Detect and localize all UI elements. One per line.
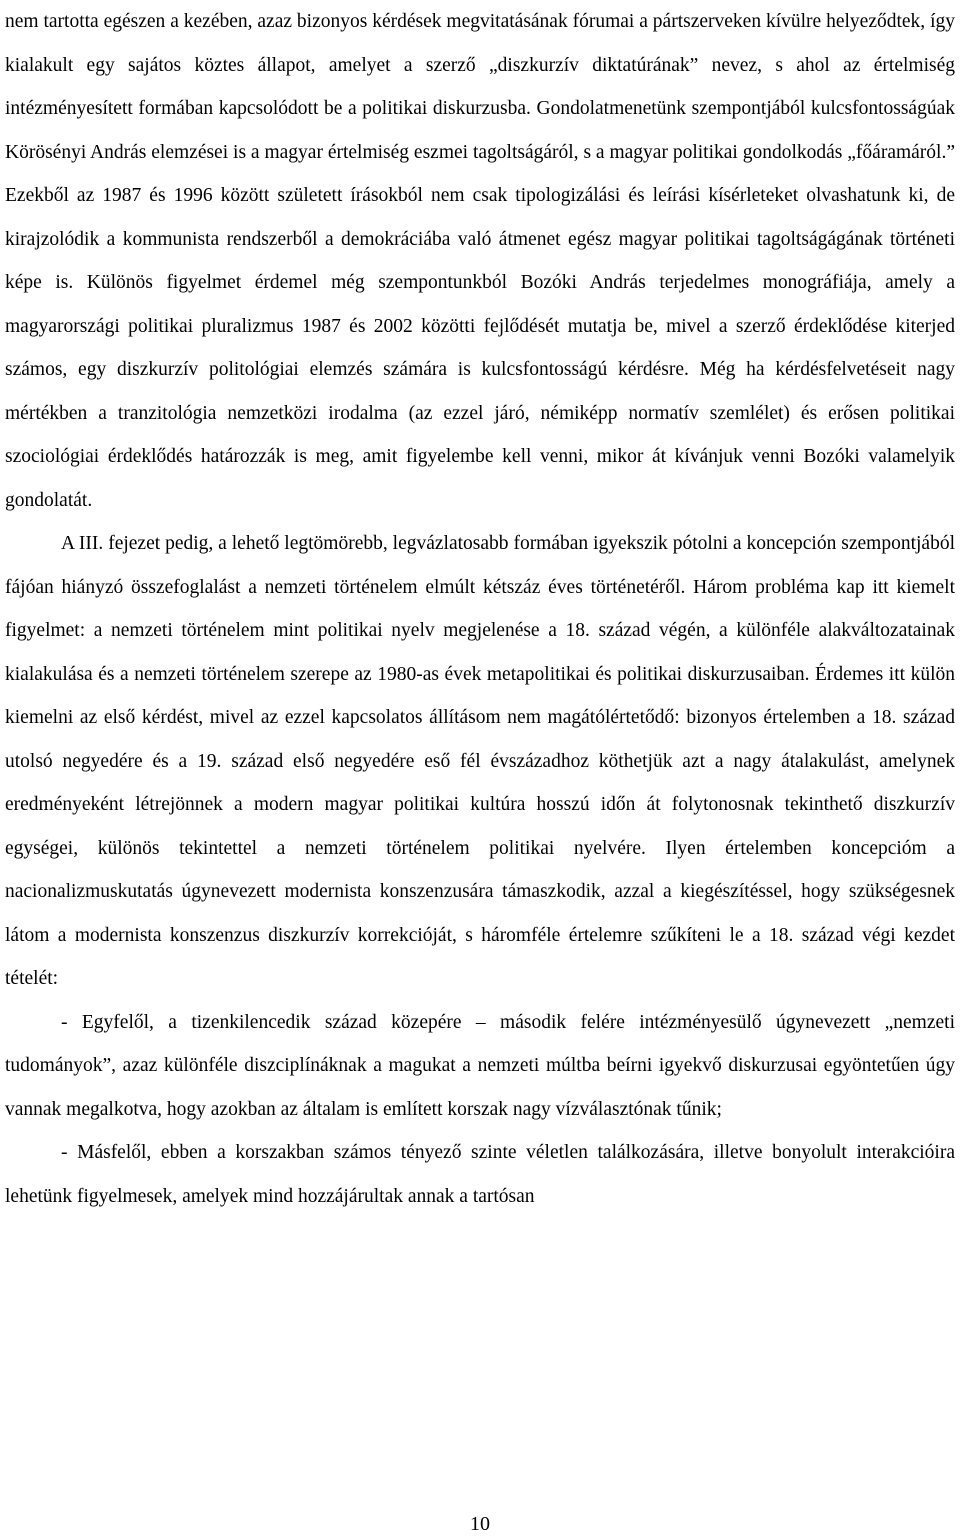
body-text	[5, 0, 955, 1218]
list-item-first: - Egyfelől, a tizenkilencedik század közepére – második felére intézményesülő úgynevezett „nemzeti tudományok”, azaz különféle diszciplínáknak a magukat a nemzeti múltba beírni igyekvő diskurzusai egyöntetűen úgy vannak megalkotva, hogy azokban az általam is említett korszak nagy vízválasztónak tűnik;	[5, 1011, 955, 1120]
list-item-second: - Másfelől, ebben a korszakban számos tényező szinte véletlen találkozására, illetve bonyolult interakcióira lehetünk figyelmesek, amelyek mind hozzájárultak annak a tartósan	[5, 1142, 955, 1207]
paragraph-continuation: nem tartotta egészen a kezében, azaz bizonyos kérdések megvitatásának fórumai a pártszerveken kívülre helyeződtek, így kialakult egy sajátos köztes állapot, amelyet a szerző „diszkurzív diktatúrának” nevez, s ahol az értelmiség intézményesített formában kapcsolódott be a politikai diskurzusba. Gondolatmenetünk szempontjából kulcsfontosságúak Körösényi András elemzései is a magyar értelmiség eszmei tagoltságáról, s a magyar politikai gondolkodás „főáramáról.” Ezekből az 1987 és 1996 között született írásokból nem csak tipologizálási és leírási kísérleteket olvashatunk ki, de kirajzolódik a kommunista rendszerből a demokráciába való átmenet egész magyar politikai tagoltságágának történeti képe is. Különös figyelmet érdemel még szempontunkból Bozóki András terjedelmes monográfiája, amely a magyarországi politikai pluralizmus 1987 és 2002 közötti fejlődését mutatja be, mivel a szerző érdeklődése kiterjed számos, egy diszkurzív politológiai elemzés számára is kulcsfontosságú kérdésre. Még ha kérdésfelvetéseit nagy mértékben a tranzitológia nemzetközi irodalma (az ezzel járó, némiképp normatív szemlélet) és erősen politikai szociológiai érdeklődés határozzák is meg, amit figyelembe kell venni, mikor át kívánjuk venni Bozóki valamelyik gondolatát.	[5, 11, 955, 511]
paragraph-chapter-three: A III. fejezet pedig, a lehető legtömörebb, legvázlatosabb formában igyekszik pótolni a koncepción szempontjából fájóan hiányzó összefoglalást a nemzeti történelem elmúlt kétszáz éves történetéről. Három probléma kap itt kiemelt figyelmet: a nemzeti történelem mint politikai nyelv megjelenése a 18. század végén, a különféle alakváltozatainak kialakulása és a nemzeti történelem szerepe az 1980-as évek metapolitikai és politikai diskurzusaiban. Érdemes itt külön kiemelni az első kérdést, mivel az ezzel kapcsolatos állításom nem magátólértetődő: bizonyos értelemben a 18. század utolsó negyedére és a 19. század első negyedére eső fél évszázadhoz köthetjük azt a nagy átalakulást, amelynek eredményeként létrejönnek a modern magyar politikai kultúra hosszú időn át folytonosnak tekinthető diszkurzív egységei, különös tekintettel a nemzeti történelem politikai nyelvére. Ilyen értelemben koncepcióm a nacionalizmuskutatás úgynevezett modernista konszenzusára támaszkodik, azzal a kiegészítéssel, hogy szükségesnek látom a modernista konszenzus diszkurzív korrekcióját, s háromféle értelemre szűkíteni le a 18. század végi kezdet tételét:	[5, 533, 955, 989]
page-number: 10	[470, 1513, 490, 1535]
